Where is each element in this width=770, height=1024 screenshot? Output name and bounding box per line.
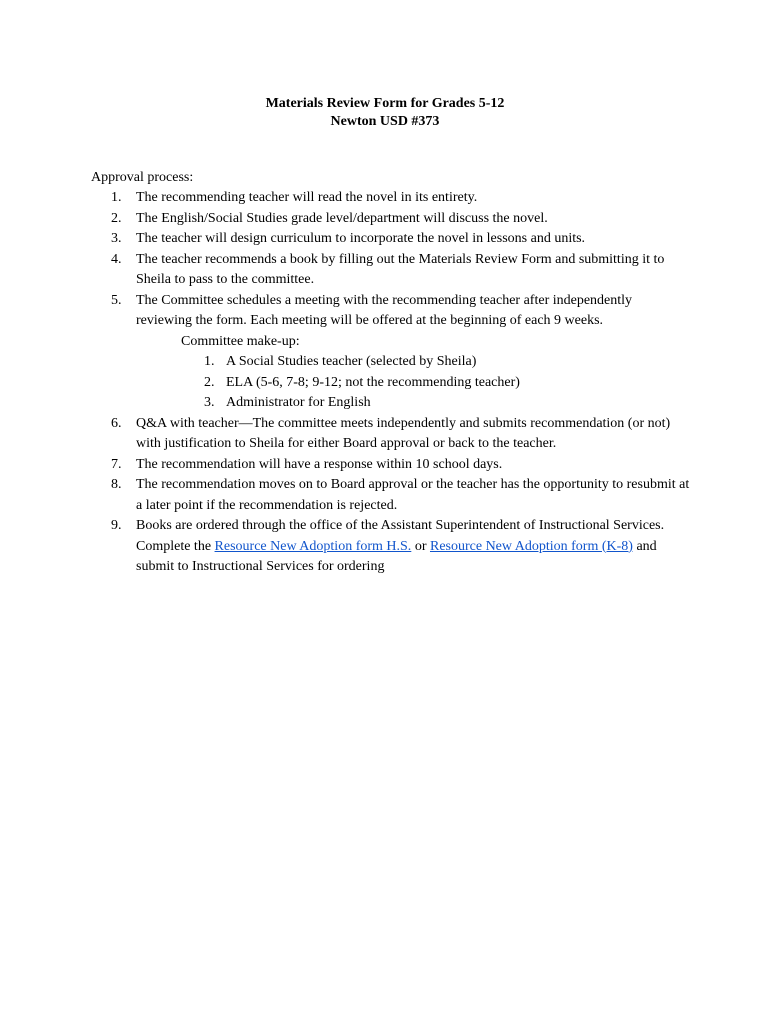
step-text: The recommendation moves on to Board approval or the teacher has the opportunity to resubmit at a later point if the recommendation is rejected. <box>136 477 690 513</box>
step-number: 6. <box>111 415 122 431</box>
step-number: 9. <box>111 518 122 533</box>
committee-member <box>181 393 691 414</box>
document-subtitle: Newton USD #373 <box>330 114 440 129</box>
approval-steps-list <box>91 188 691 578</box>
step-text: The Committee schedules a meeting with the recommending teacher after independently reviewing the form. Each meeting will be offered at the beginning of each 9 weeks. <box>136 292 633 328</box>
approval-step <box>91 414 691 455</box>
approval-step <box>91 475 691 516</box>
committee-makeup <box>136 332 691 414</box>
step-number: 3. <box>111 231 122 246</box>
step-number: 5. <box>111 292 122 308</box>
approval-step <box>91 291 691 414</box>
document-header <box>0 95 770 131</box>
document-title: Materials Review Form for Grades 5-12 <box>265 96 505 111</box>
step-text: The recommending teacher will read the novel in its entirety. <box>136 190 478 205</box>
committee-member <box>181 352 691 373</box>
member-number: 3. <box>204 395 215 410</box>
step-number: 7. <box>111 456 122 472</box>
member-number: 2. <box>204 374 215 390</box>
member-text: A Social Studies teacher (selected by Sheila) <box>226 354 477 369</box>
approval-step <box>91 250 691 291</box>
committee-member <box>181 373 691 394</box>
resource-adoption-k8-link[interactable]: Resource New Adoption form (K-8) <box>429 538 633 554</box>
member-text: ELA (5-6, 7-8; 9-12; not the recommending teacher) <box>226 374 520 390</box>
approval-step <box>91 516 691 578</box>
committee-label: Committee make-up: <box>181 333 300 349</box>
approval-step <box>91 188 691 209</box>
resource-adoption-hs-link[interactable]: Resource New Adoption form H.S. <box>214 538 412 554</box>
committee-members-list <box>181 352 691 414</box>
step-number: 2. <box>111 210 122 226</box>
step-number: 8. <box>111 477 122 492</box>
approval-step <box>91 209 691 230</box>
step-text: The teacher will design curriculum to incorporate the novel in lessons and units. <box>136 231 586 246</box>
step-text-before: Books are ordered through the office of the Assistant Superintendent of Instructional Services. Complete the <box>136 518 665 554</box>
step-text: The English/Social Studies grade level/department will discuss the novel. <box>136 210 548 226</box>
approval-step <box>91 229 691 250</box>
step-number: 1. <box>111 190 122 205</box>
approval-step <box>91 455 691 476</box>
member-text: Administrator for English <box>226 395 371 410</box>
step-text: The teacher recommends a book by filling out the Materials Review Form and submitting it to Sheila to pass to the committee. <box>136 251 665 287</box>
member-number: 1. <box>204 354 215 369</box>
step-text-between: or <box>411 538 430 554</box>
step-number: 4. <box>111 251 122 267</box>
approval-process-label: Approval process: <box>91 170 194 185</box>
step-text-after: and submit to Instructional Services for ordering <box>136 538 657 574</box>
step-text: The recommendation will have a response within 10 school days. <box>136 456 503 472</box>
step-text: Q&A with teacher—The committee meets independently and submits recommendation (or not) with justification to Sheila for either Board approval or back to the teacher. <box>136 415 671 451</box>
